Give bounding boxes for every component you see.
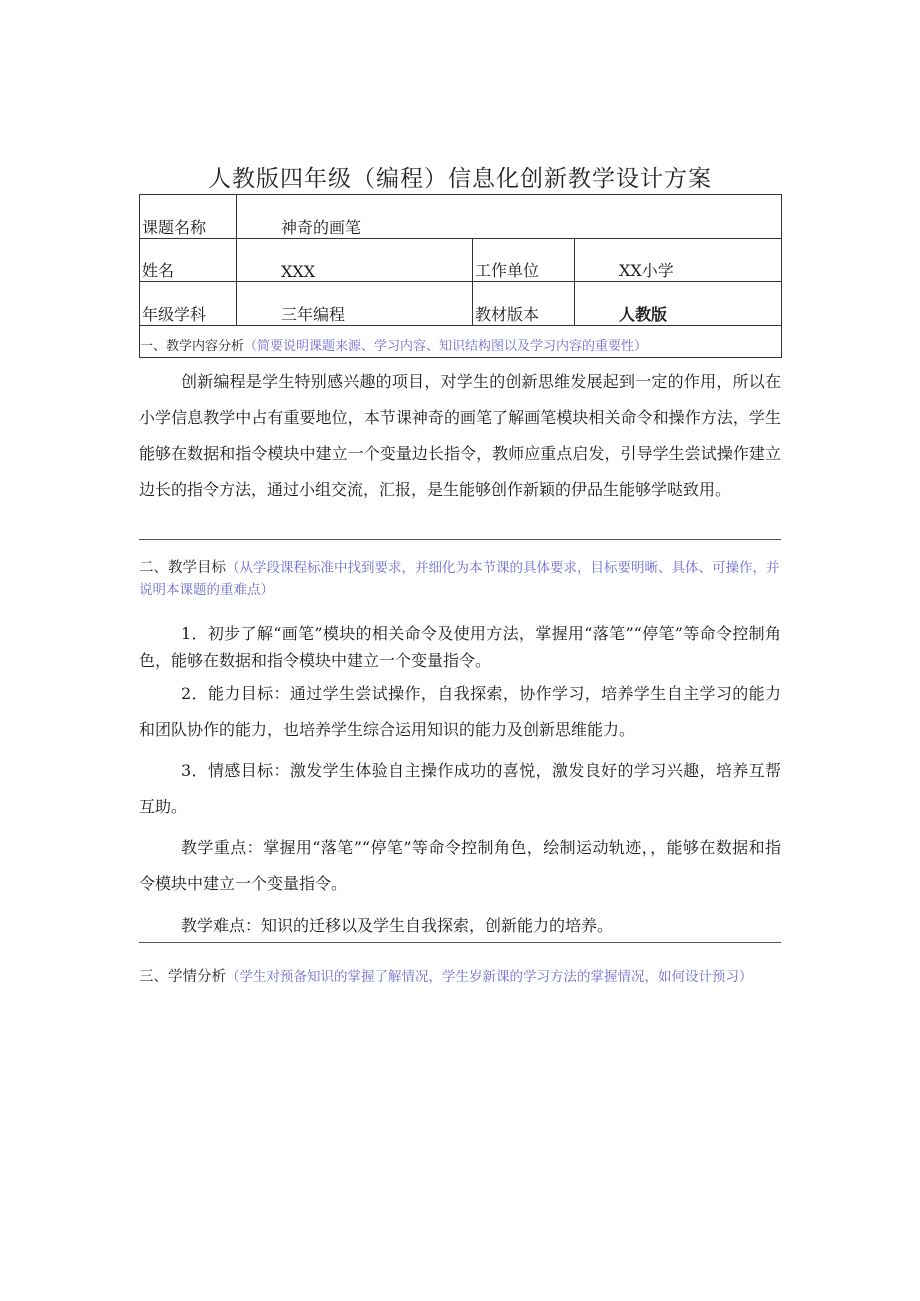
- goal-2: 2．能力目标：通过学生尝试操作，自我探索，协作学习，培养学生自主学习的能力和团队协作的能力，也培养学生综合运用知识的能力及创新思维能力。: [139, 684, 781, 739]
- section2-hint: （从学段课程标准中找到要求，并细化为本节课的具体要求，目标要明晰、具体、可操作，并说明本课题的重难点）: [139, 560, 780, 598]
- goal-1: 1．初步了解“画笔”模块的相关命令及使用方法，掌握用“落笔”“停笔”等命令控制角色，能够在数据和指令模块中建立一个变量指令。: [139, 624, 781, 670]
- unit-value: XX小学: [575, 239, 782, 282]
- grade-value: 三年编程: [237, 282, 473, 326]
- topic-value: 神奇的画笔: [237, 195, 782, 239]
- unit-label: 工作单位: [473, 239, 575, 282]
- name-label: 姓名: [140, 239, 237, 282]
- section1-label: 一、教学内容分析: [140, 339, 245, 354]
- grade-label: 年级学科: [140, 282, 237, 326]
- section3-label: 三、学情分析: [139, 969, 226, 985]
- textbook-label: 教材版本: [473, 282, 575, 326]
- info-table: [139, 194, 782, 358]
- divider-2: [139, 942, 781, 943]
- document-title: 人教版四年级（编程）信息化创新教学设计方案: [208, 166, 712, 192]
- textbook-value: 人教版: [575, 282, 782, 326]
- table-row-topic: [140, 195, 782, 239]
- goal-3: 3．情感目标：激发学生体验自主操作成功的喜悦，激发良好的学习兴趣，培养互帮互助。: [139, 761, 781, 816]
- key-point: 教学重点：掌握用“落笔”“停笔”等命令控制角色，绘制运动轨迹，，能够在数据和指令模块中建立一个变量指令。: [139, 838, 781, 893]
- section3-hint: （学生对预备知识的掌握了解情况，学生岁新课的学习方法的掌握情况，如何设计预习）: [226, 969, 753, 985]
- divider-1: [139, 539, 781, 540]
- section1-heading: [140, 326, 782, 358]
- section2-label: 二、教学目标: [139, 560, 226, 576]
- section3-heading: [139, 966, 781, 988]
- section1-body: 创新编程是学生特别感兴趣的项目，对学生的创新思维发展起到一定的作用，所以在小学信息教学中占有重要地位，本节课神奇的画笔了解画笔模块相关命令和操作方法，学生能够在数据和指令模块中建立一个变量边长指令，教师应重点启发，引导学生尝试操作建立边长的指令方法，通过小组交流，汇报，是生能够创作新颖的伊品生能够学哒致用。: [139, 372, 781, 499]
- topic-label: 课题名称: [140, 195, 237, 239]
- name-value: XXX: [237, 239, 473, 282]
- table-row-section1: [140, 326, 782, 358]
- section1-hint: （简要说明课题来源、学习内容、知识结构图以及学习内容的重要性）: [244, 339, 648, 354]
- difficulty-point: 教学难点：知识的迁移以及学生自我探索，创新能力的培养。: [181, 916, 614, 935]
- table-row-grade: [140, 282, 782, 326]
- section2-heading: [139, 557, 781, 601]
- table-row-name: [140, 239, 782, 282]
